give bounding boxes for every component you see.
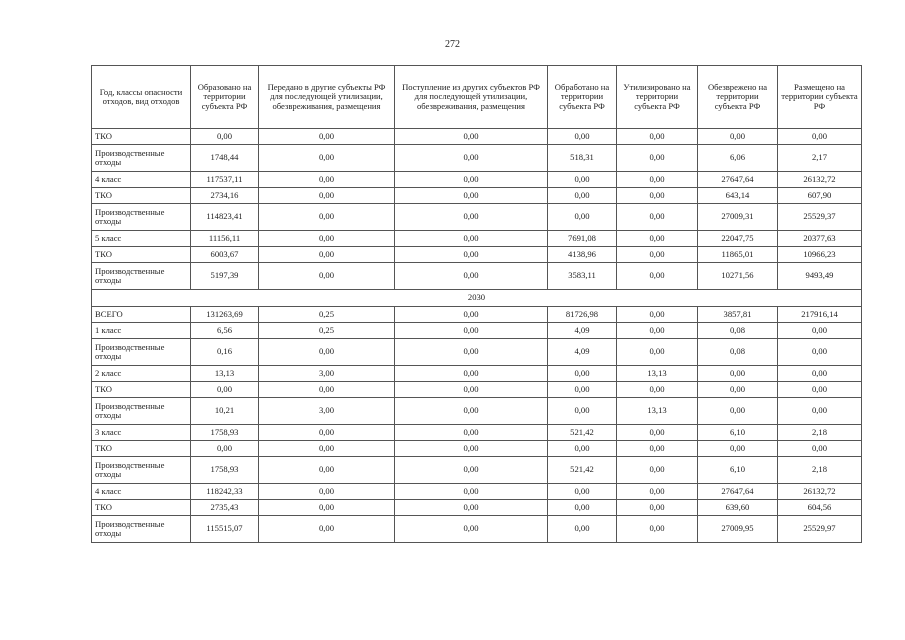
- row-label: 3 класс: [92, 425, 191, 441]
- table-cell: 0,00: [548, 441, 617, 457]
- table-cell: 0,00: [395, 204, 548, 231]
- row-label: ТКО: [92, 500, 191, 516]
- table-cell: 0,00: [548, 366, 617, 382]
- table-cell: 6003,67: [191, 247, 259, 263]
- header-disposed: Размещено на территории субъекта РФ: [778, 66, 862, 129]
- table-cell: 27647,64: [698, 172, 778, 188]
- table-cell: 0,00: [617, 231, 698, 247]
- waste-table: [91, 65, 862, 543]
- row-label: 1 класс: [92, 323, 191, 339]
- header-processed: Обработано на территории субъекта РФ: [548, 66, 617, 129]
- table-cell: 0,00: [548, 172, 617, 188]
- table-cell: 0,00: [395, 425, 548, 441]
- table-row: [92, 145, 862, 172]
- table-cell: 0,00: [259, 145, 395, 172]
- table-cell: 25529,97: [778, 516, 862, 543]
- table-cell: 0,16: [191, 339, 259, 366]
- table-cell: 27009,95: [698, 516, 778, 543]
- header-neutralized: Обезврежено на территории субъекта РФ: [698, 66, 778, 129]
- table-cell: 0,00: [259, 247, 395, 263]
- row-label: ТКО: [92, 188, 191, 204]
- table-cell: 0,00: [548, 204, 617, 231]
- table-cell: 0,00: [617, 145, 698, 172]
- table-cell: 0,00: [548, 398, 617, 425]
- row-label: Производственные отходы: [92, 204, 191, 231]
- table-cell: 0,00: [395, 307, 548, 323]
- table-cell: 10966,23: [778, 247, 862, 263]
- table-row: [92, 129, 862, 145]
- table-cell: 0,00: [191, 441, 259, 457]
- row-label: Производственные отходы: [92, 516, 191, 543]
- row-label: ТКО: [92, 247, 191, 263]
- table-body: [92, 129, 862, 543]
- table-row: [92, 307, 862, 323]
- table-cell: 0,00: [191, 382, 259, 398]
- table-cell: 0,00: [548, 382, 617, 398]
- table-cell: 13,13: [617, 398, 698, 425]
- table-cell: 0,00: [698, 398, 778, 425]
- table-cell: 3583,11: [548, 263, 617, 290]
- table-cell: 0,00: [395, 231, 548, 247]
- table-cell: 6,10: [698, 425, 778, 441]
- table-cell: 0,00: [259, 204, 395, 231]
- table-cell: 81726,98: [548, 307, 617, 323]
- table-cell: 131263,69: [191, 307, 259, 323]
- table-cell: 521,42: [548, 425, 617, 441]
- table-row: [92, 247, 862, 263]
- table-row: [92, 188, 862, 204]
- table-cell: 0,00: [259, 129, 395, 145]
- table-row: [92, 500, 862, 516]
- header-utilized: Утилизировано на территории субъекта РФ: [617, 66, 698, 129]
- table-cell: 3,00: [259, 366, 395, 382]
- table-cell: 0,00: [259, 263, 395, 290]
- table-cell: 7691,08: [548, 231, 617, 247]
- row-label: 5 класс: [92, 231, 191, 247]
- table-cell: 5197,39: [191, 263, 259, 290]
- table-cell: 0,00: [395, 516, 548, 543]
- table-row: [92, 398, 862, 425]
- row-label: Производственные отходы: [92, 398, 191, 425]
- table-cell: 114823,41: [191, 204, 259, 231]
- table-cell: 4138,96: [548, 247, 617, 263]
- table-cell: 0,00: [191, 129, 259, 145]
- table-cell: 639,60: [698, 500, 778, 516]
- year-row: [92, 290, 862, 307]
- table-cell: 11156,11: [191, 231, 259, 247]
- row-label: Производственные отходы: [92, 339, 191, 366]
- table-cell: 0,00: [395, 247, 548, 263]
- table-cell: 0,00: [395, 366, 548, 382]
- table-cell: 0,00: [617, 188, 698, 204]
- table-cell: 0,00: [698, 129, 778, 145]
- table-cell: 22047,75: [698, 231, 778, 247]
- table-cell: 0,00: [617, 484, 698, 500]
- table-cell: 0,00: [259, 188, 395, 204]
- table-cell: 0,00: [778, 398, 862, 425]
- table-cell: 0,00: [778, 339, 862, 366]
- table-cell: 2,18: [778, 457, 862, 484]
- header-received-in: Поступление из других субъектов РФ для последующей утилизации, обезвреживания, размещения: [395, 66, 548, 129]
- table-cell: 9493,49: [778, 263, 862, 290]
- table-cell: 0,00: [617, 263, 698, 290]
- table-cell: 26132,72: [778, 484, 862, 500]
- table-cell: 518,31: [548, 145, 617, 172]
- table-cell: 0,00: [698, 366, 778, 382]
- table-cell: 13,13: [191, 366, 259, 382]
- table-cell: 118242,33: [191, 484, 259, 500]
- table-cell: 0,00: [548, 484, 617, 500]
- table-row: [92, 366, 862, 382]
- table-cell: 217916,14: [778, 307, 862, 323]
- table-row: [92, 339, 862, 366]
- table-cell: 25529,37: [778, 204, 862, 231]
- table-row: [92, 382, 862, 398]
- table-cell: 607,90: [778, 188, 862, 204]
- table-cell: 117537,11: [191, 172, 259, 188]
- table-cell: 0,00: [259, 231, 395, 247]
- table-cell: 10271,56: [698, 263, 778, 290]
- table-cell: 1758,93: [191, 457, 259, 484]
- table-cell: 26132,72: [778, 172, 862, 188]
- table-cell: 0,00: [778, 129, 862, 145]
- table-cell: 604,56: [778, 500, 862, 516]
- table-row: [92, 323, 862, 339]
- table-cell: 0,00: [778, 441, 862, 457]
- table-cell: 0,00: [259, 500, 395, 516]
- table-cell: 0,00: [395, 441, 548, 457]
- table-cell: 0,00: [395, 484, 548, 500]
- header-category: Год, классы опасности отходов, вид отходов: [92, 66, 191, 129]
- table-header: [92, 66, 862, 129]
- table-cell: 3857,81: [698, 307, 778, 323]
- table-cell: 0,00: [617, 247, 698, 263]
- table-cell: 0,00: [617, 500, 698, 516]
- table-cell: 0,00: [259, 425, 395, 441]
- table-row: [92, 516, 862, 543]
- table-cell: 2,17: [778, 145, 862, 172]
- header-transferred-out: Передано в другие субъекты РФ для последующей утилизации, обезвреживания, размещения: [259, 66, 395, 129]
- table-cell: 4,09: [548, 323, 617, 339]
- table-cell: 0,00: [548, 129, 617, 145]
- table-row: [92, 441, 862, 457]
- table-cell: 0,00: [259, 172, 395, 188]
- table-cell: 13,13: [617, 366, 698, 382]
- table-cell: 0,00: [778, 366, 862, 382]
- year-label: 2030: [92, 290, 862, 307]
- row-label: Производственные отходы: [92, 263, 191, 290]
- table-cell: 0,00: [548, 516, 617, 543]
- table-cell: 0,00: [617, 441, 698, 457]
- table-cell: 27009,31: [698, 204, 778, 231]
- table-cell: 2734,16: [191, 188, 259, 204]
- table-cell: 0,00: [395, 188, 548, 204]
- header-row: [92, 66, 862, 129]
- table-cell: 0,00: [698, 441, 778, 457]
- table-cell: 115515,07: [191, 516, 259, 543]
- table-cell: 0,00: [778, 382, 862, 398]
- table-cell: 0,00: [617, 204, 698, 231]
- table-cell: 27647,64: [698, 484, 778, 500]
- table-row: [92, 484, 862, 500]
- row-label: 4 класс: [92, 484, 191, 500]
- table-row: [92, 204, 862, 231]
- table-cell: 6,10: [698, 457, 778, 484]
- table-cell: 2735,43: [191, 500, 259, 516]
- table-cell: 521,42: [548, 457, 617, 484]
- table-cell: 10,21: [191, 398, 259, 425]
- table-cell: 0,00: [395, 323, 548, 339]
- table-cell: 6,56: [191, 323, 259, 339]
- table-cell: 0,00: [617, 307, 698, 323]
- page-number: 272: [445, 39, 460, 50]
- table-cell: 0,00: [395, 129, 548, 145]
- table-cell: 0,00: [617, 516, 698, 543]
- table-cell: 3,00: [259, 398, 395, 425]
- table-row: [92, 172, 862, 188]
- table-cell: 0,00: [259, 516, 395, 543]
- table-cell: 0,00: [617, 425, 698, 441]
- row-label: 2 класс: [92, 366, 191, 382]
- table-cell: 0,00: [395, 263, 548, 290]
- table-cell: 0,00: [617, 172, 698, 188]
- table-cell: 0,00: [259, 484, 395, 500]
- table-cell: 0,00: [395, 382, 548, 398]
- table-row: [92, 425, 862, 441]
- table-cell: 0,00: [778, 323, 862, 339]
- table-cell: 0,00: [617, 129, 698, 145]
- table-cell: 0,00: [617, 339, 698, 366]
- row-label: Производственные отходы: [92, 145, 191, 172]
- table-cell: 0,00: [548, 188, 617, 204]
- table-cell: 1758,93: [191, 425, 259, 441]
- table-cell: 0,00: [395, 457, 548, 484]
- table-cell: 0,25: [259, 323, 395, 339]
- table-cell: 4,09: [548, 339, 617, 366]
- table-cell: 0,00: [395, 398, 548, 425]
- row-label: Производственные отходы: [92, 457, 191, 484]
- row-label: ТКО: [92, 441, 191, 457]
- table-cell: 0,00: [259, 339, 395, 366]
- table-cell: 643,14: [698, 188, 778, 204]
- table-cell: 0,00: [395, 500, 548, 516]
- row-label: ТКО: [92, 382, 191, 398]
- table-row: [92, 263, 862, 290]
- table-cell: 6,06: [698, 145, 778, 172]
- table-cell: 0,00: [548, 500, 617, 516]
- table-cell: 0,00: [617, 382, 698, 398]
- table-cell: 0,08: [698, 339, 778, 366]
- table-cell: 0,00: [617, 457, 698, 484]
- table-cell: 0,00: [395, 339, 548, 366]
- row-label: ВСЕГО: [92, 307, 191, 323]
- table-cell: 0,00: [259, 457, 395, 484]
- table-cell: 0,00: [698, 382, 778, 398]
- table-cell: 20377,63: [778, 231, 862, 247]
- table-cell: 0,00: [259, 382, 395, 398]
- table-cell: 0,08: [698, 323, 778, 339]
- table-cell: 0,00: [617, 323, 698, 339]
- table-cell: 11865,01: [698, 247, 778, 263]
- table-cell: 2,18: [778, 425, 862, 441]
- table-row: [92, 457, 862, 484]
- table-cell: 0,25: [259, 307, 395, 323]
- table-cell: 0,00: [395, 172, 548, 188]
- row-label: ТКО: [92, 129, 191, 145]
- table-row: [92, 231, 862, 247]
- table-cell: 1748,44: [191, 145, 259, 172]
- table-cell: 0,00: [395, 145, 548, 172]
- row-label: 4 класс: [92, 172, 191, 188]
- header-generated: Образовано на территории субъекта РФ: [191, 66, 259, 129]
- table-cell: 0,00: [259, 441, 395, 457]
